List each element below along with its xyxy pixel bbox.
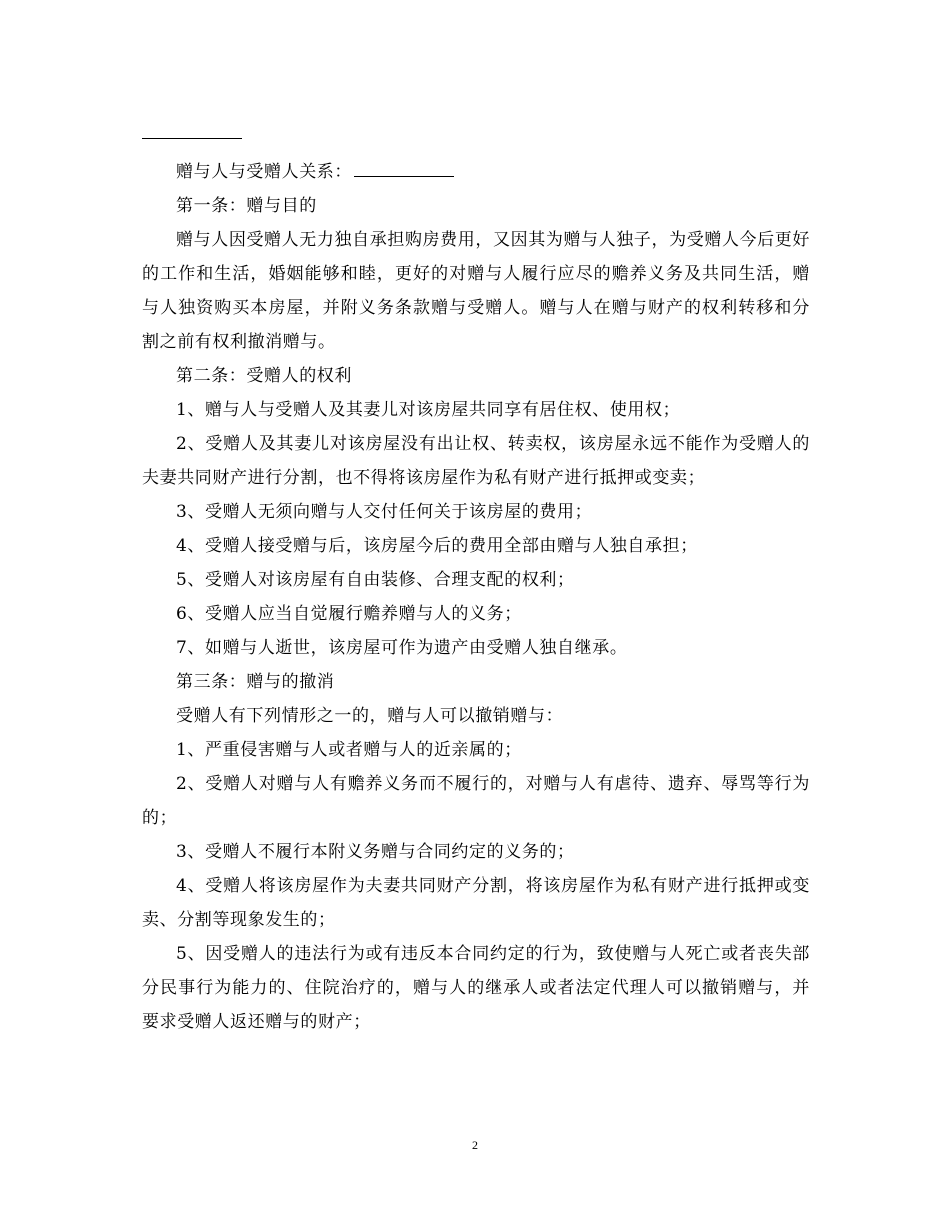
article-2-item-5: 5、受赠人对该房屋有自由装修、合理支配的权利； (176, 570, 575, 590)
blank-line-relation (354, 176, 454, 177)
article-2-item-2: 2、受赠人及其妻儿对该房屋没有出让权、转卖权，该房屋永远不能作为受赠人的夫妻共同财产进行分割，也不得将该房屋作为私有财产进行抵押或变卖； (142, 434, 810, 488)
article-1-heading: 第一条：赠与目的 (176, 196, 317, 216)
article-3-intro: 受赠人有下列情形之一的，赠与人可以撤销赠与： (176, 706, 564, 726)
article-3-item-2: 2、受赠人对赠与人有赡养义务而不履行的，对赠与人有虐待、遗弃、辱骂等行为的； (142, 774, 810, 828)
article-3-item-5: 5、因受赠人的违法行为或有违反本合同约定的行为，致使赠与人死亡或者丧失部分民事行为能力的、住院治疗的，赠与人的继承人或者法定代理人可以撤销赠与，并要求受赠人返还赠与的财产； (142, 944, 810, 1032)
page-number: 2 (472, 1138, 478, 1152)
article-2-item-1: 1、赠与人与受赠人及其妻儿对该房屋共同享有居住权、使用权； (176, 400, 681, 420)
article-3-item-4: 4、受赠人将该房屋作为夫妻共同财产分割，将该房屋作为私有财产进行抵押或变卖、分割等现象发生的； (142, 876, 810, 930)
article-2-item-4: 4、受赠人接受赠与后，该房屋今后的费用全部由赠与人独自承担； (176, 536, 698, 556)
blank-line-top (142, 138, 242, 139)
article-1-body: 赠与人因受赠人无力独自承担购房费用，又因其为赠与人独子，为受赠人今后更好的工作和生活，婚姻能够和睦，更好的对赠与人履行应尽的赡养义务及共同生活，赠与人独资购买本房屋，并附义务条款赠与受赠人。赠与人在赠与财产的权利转移和分割之前有权利撤消赠与。 (142, 230, 810, 352)
document-body (142, 155, 810, 1039)
article-3-heading: 第三条：赠与的撤消 (176, 672, 335, 692)
paragraph-relation: 赠与人与受赠人关系： (142, 155, 810, 189)
article-3-item-1: 1、严重侵害赠与人或者赠与人的近亲属的； (176, 740, 522, 760)
article-2-heading: 第二条：受赠人的权利 (176, 366, 352, 386)
article-2-item-3: 3、受赠人无须向赠与人交付任何关于该房屋的费用； (176, 502, 593, 522)
article-2-item-7: 7、如赠与人逝世，该房屋可作为遗产由受赠人独自继承。 (176, 638, 628, 658)
article-2-item-6: 6、受赠人应当自觉履行赡养赠与人的义务； (176, 604, 522, 624)
article-3-item-3: 3、受赠人不履行本附义务赠与合同约定的义务的； (176, 842, 575, 862)
